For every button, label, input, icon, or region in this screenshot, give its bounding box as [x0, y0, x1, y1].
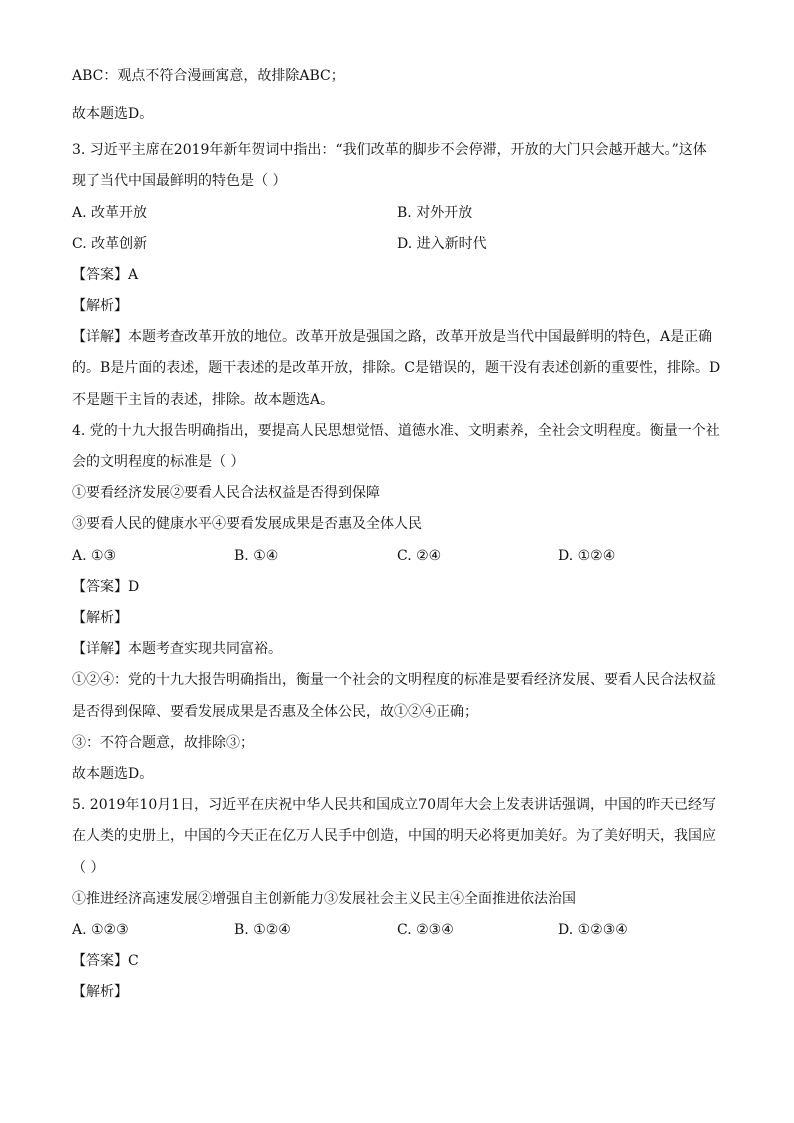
q5-statements: ①推进经济高速发展②增强自主创新能力③发展社会主义民主④全面推进依法治国	[72, 891, 576, 907]
q4-option-c: C. ②④	[397, 548, 442, 564]
q3-answer: 【答案】A	[72, 267, 139, 283]
q4-option-d: D. ①②④	[558, 548, 616, 564]
q3-option-a: A. 改革开放	[72, 205, 148, 221]
q4-analysis-heading: 【解析】	[72, 610, 128, 626]
q3-option-c: C. 改革创新	[72, 236, 148, 252]
question-4-stem-cont: 会的文明程度的标准是（ ）	[72, 454, 245, 470]
q4-statement-2: ③要看人民的健康水平④要看发展成果是否惠及全体人民	[72, 516, 422, 532]
question-4-stem: 4. 党的十九大报告明确指出，要提高人民思想觉悟、道德水准、文明素养，全社会文明程度。衡量一个社	[72, 423, 720, 439]
q5-analysis-heading: 【解析】	[72, 984, 128, 1000]
question-5-stem-cont: 在人类的史册上，中国的今天正在亿万人民手中创造，中国的明天必将更加美好。为了美好明天，我国应	[72, 828, 716, 844]
q5-answer: 【答案】C	[72, 953, 139, 969]
q4-detail-3: 是否得到保障、要看发展成果是否惠及全体公民，故①②④正确；	[72, 704, 478, 720]
question-3-stem: 3. 习近平主席在2019年新年贺词中指出：“我们改革的脚步不会停滞，开放的大门只会越开越大。”这体	[72, 142, 707, 158]
question-3-stem-cont: 现了当代中国最鲜明的特色是（ ）	[72, 173, 287, 189]
q5-option-d: D. ①②③④	[558, 922, 628, 938]
answer-conclusion: 故本题选D。	[72, 106, 154, 122]
q4-detail-4: ③：不符合题意，故排除③；	[72, 735, 254, 751]
q3-detail-1: 【详解】本题考查改革开放的地位。改革开放是强国之路，改革开放是当代中国最鲜明的特色，A是正确	[72, 329, 713, 345]
q4-detail-2: ①②④：党的十九大报告明确指出，衡量一个社会的文明程度的标准是要看经济发展、要看人民合法权益	[72, 672, 716, 688]
q4-option-a: A. ①③	[72, 548, 117, 564]
q5-option-a: A. ①②③	[72, 922, 129, 938]
question-5-stem: 5. 2019年10月1日，习近平在庆祝中华人民共和国成立70周年大会上发表讲话强调，中国的昨天已经写	[72, 797, 716, 813]
q4-answer: 【答案】D	[72, 579, 140, 595]
q5-option-c: C. ②③④	[397, 922, 454, 938]
q3-detail-2: 的。B是片面的表述，题干表述的是改革开放，排除。C是错误的，题干没有表述创新的重要性，排除。D	[72, 360, 721, 376]
q3-option-b: B. 对外开放	[397, 205, 473, 221]
q4-detail-5: 故本题选D。	[72, 766, 154, 782]
q4-statement-1: ①要看经济发展②要看人民合法权益是否得到保障	[72, 485, 380, 501]
q3-detail-3: 不是题干主旨的表述，排除。故本题选A。	[72, 392, 335, 408]
explanation-line: ABC：观点不符合漫画寓意，故排除ABC；	[72, 68, 345, 84]
q4-detail-1: 【详解】本题考查实现共同富裕。	[72, 641, 282, 657]
q4-option-b: B. ①④	[234, 548, 279, 564]
q3-analysis-heading: 【解析】	[72, 298, 128, 314]
q5-option-b: B. ①②④	[234, 922, 291, 938]
question-5-blank: （ ）	[72, 860, 105, 876]
q3-option-d: D. 进入新时代	[397, 236, 487, 252]
